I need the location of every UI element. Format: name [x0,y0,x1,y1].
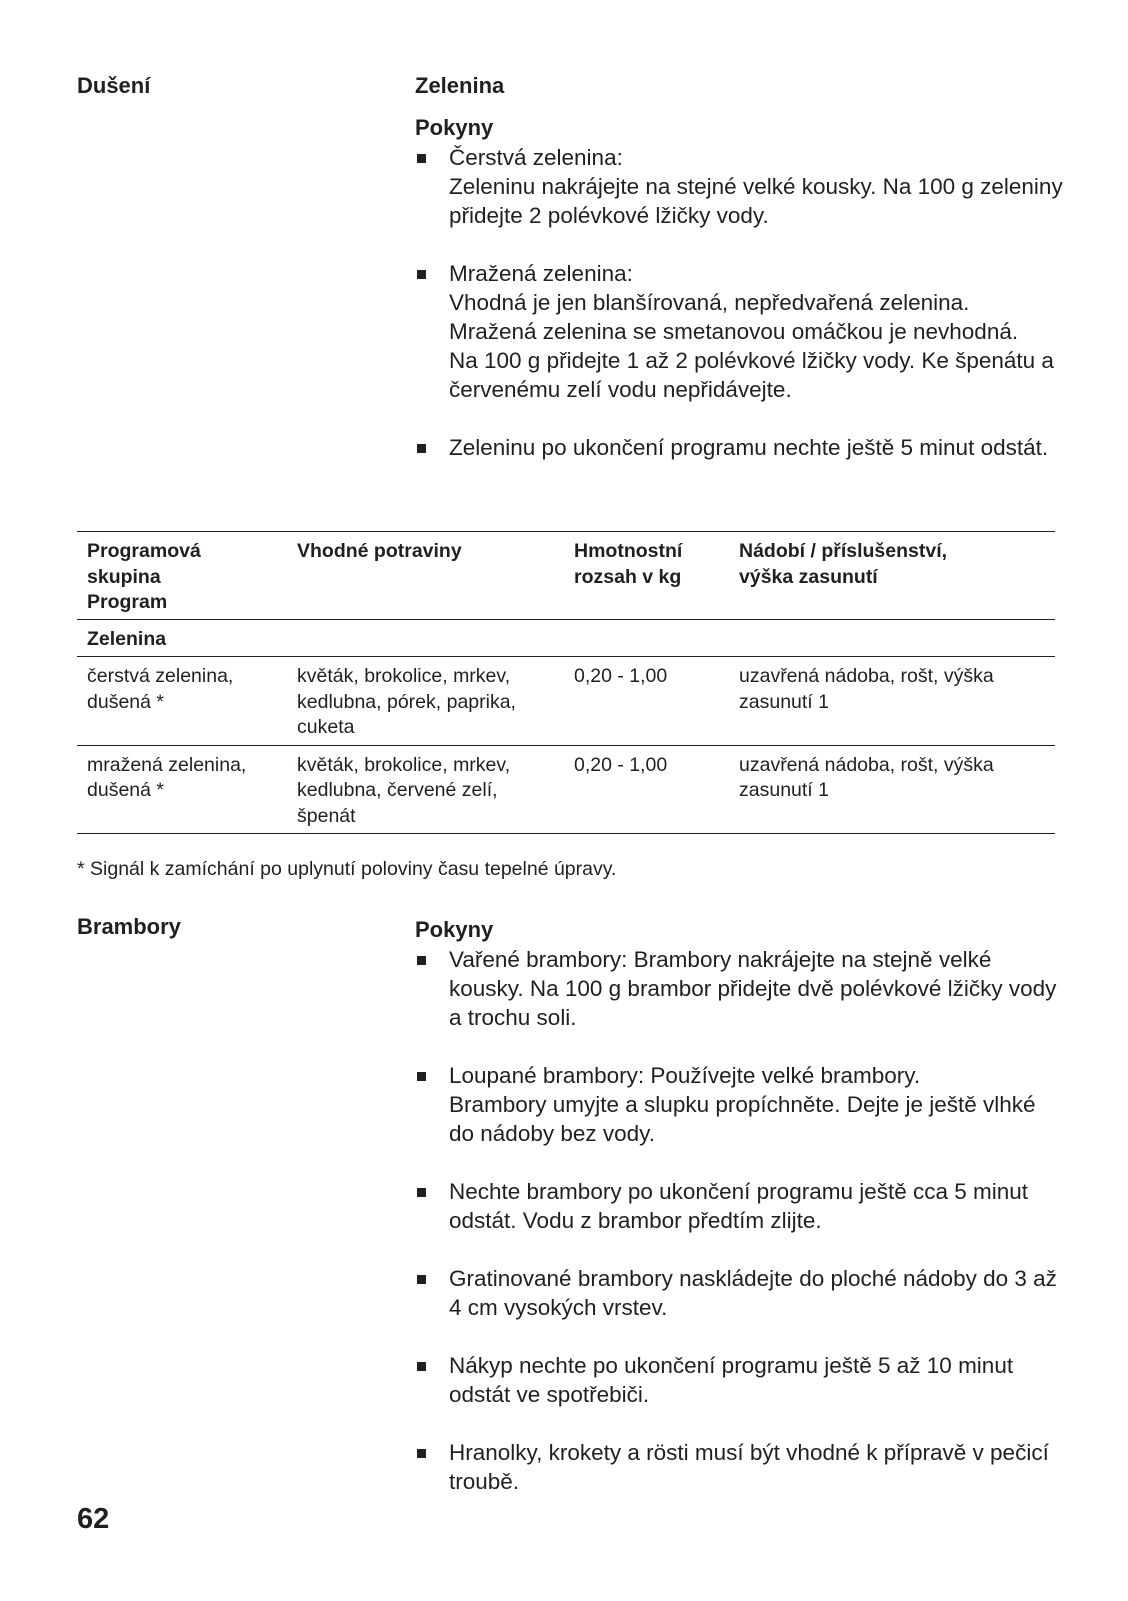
square-bullet-icon [417,956,426,965]
page-number: 62 [77,1503,110,1535]
square-bullet-icon [417,1188,426,1197]
footnote: * Signál k zamíchání po uplynutí poloviny času tepelné úpravy. [77,858,617,880]
column-header: Nádobí / příslušenství, výška zasunutí [729,532,1055,620]
list-item: Loupané brambory: Používejte velké brambory. Brambory umyjte a slupku propíchněte. Dejte je ještě vlhké do nádoby bez vody. [415,1061,1065,1148]
list-item: Zeleninu po ukončení programu nechte ještě 5 minut odstát. [415,433,1065,462]
list-item: Mražená zelenina: Vhodná je jen blanšírovaná, nepředvařená zelenina. Mražená zelenina se smetanovou omáčkou je nevhodná. Na 100 g přidejte 1 až 2 polévkové lžičky vody. Ke špenátu a červenému zelí vodu nepřidávejte. [415,259,1065,404]
square-bullet-icon [417,1362,426,1371]
table-cell: květák, brokolice, mrkev, kedlubna, červené zelí, špenát [287,745,564,834]
table-cell: květák, brokolice, mrkev, kedlubna, pórek, paprika, cuketa [287,657,564,746]
column-header: Programová skupina Program [77,532,287,620]
list-item: Nákyp nechte po ukončení programu ještě 5 až 10 minut odstát ve spotřebiči. [415,1351,1065,1409]
table-cell: 0,20 - 1,00 [564,745,729,834]
table-group-row [77,619,1055,657]
instructions-list-2 [415,945,1065,1496]
table-cell: uzavřená nádoba, rošt, výška zasunutí 1 [729,745,1055,834]
square-bullet-icon [417,1449,426,1458]
instructions-list-1 [415,143,1065,462]
column-header: Vhodné potraviny [287,532,564,620]
list-item: Nechte brambory po ukončení programu ještě cca 5 minut odstát. Vodu z brambor předtím zlijte. [415,1177,1065,1235]
table-cell: uzavřená nádoba, rošt, výška zasunutí 1 [729,657,1055,746]
heading-zelenina: Zelenina [415,73,505,98]
list-item: Čerstvá zelenina: Zeleninu nakrájejte na stejné velké kousky. Na 100 g zeleniny přidejte 2 polévkové lžičky vody. [415,143,1065,230]
section-label-brambory: Brambory [77,914,181,939]
subheading-pokyny-1: Pokyny [415,115,494,140]
square-bullet-icon [417,444,426,453]
square-bullet-icon [417,1072,426,1081]
subheading-pokyny-2: Pokyny [415,917,494,942]
table-cell: čerstvá zelenina, dušená * [77,657,287,746]
table-row [77,745,1055,834]
program-table [77,531,1055,834]
table-row [77,657,1055,746]
table-cell: mražená zelenina, dušená * [77,745,287,834]
list-item: Hranolky, krokety a rösti musí být vhodné k přípravě v pečicí troubě. [415,1438,1065,1496]
table-cell: 0,20 - 1,00 [564,657,729,746]
square-bullet-icon [417,1275,426,1284]
section-label-duseni: Dušení [77,73,151,98]
square-bullet-icon [417,270,426,279]
list-item: Vařené brambory: Brambory nakrájejte na stejně velké kousky. Na 100 g brambor přidejte dvě polévkové lžičky vody a trochu soli. [415,945,1065,1032]
list-item: Gratinované brambory naskládejte do ploché nádoby do 3 až 4 cm vysokých vrstev. [415,1264,1065,1322]
table-header-row [77,532,1055,620]
column-header: Hmotnostní rozsah v kg [564,532,729,620]
square-bullet-icon [417,154,426,163]
group-label: Zelenina [77,619,1055,657]
